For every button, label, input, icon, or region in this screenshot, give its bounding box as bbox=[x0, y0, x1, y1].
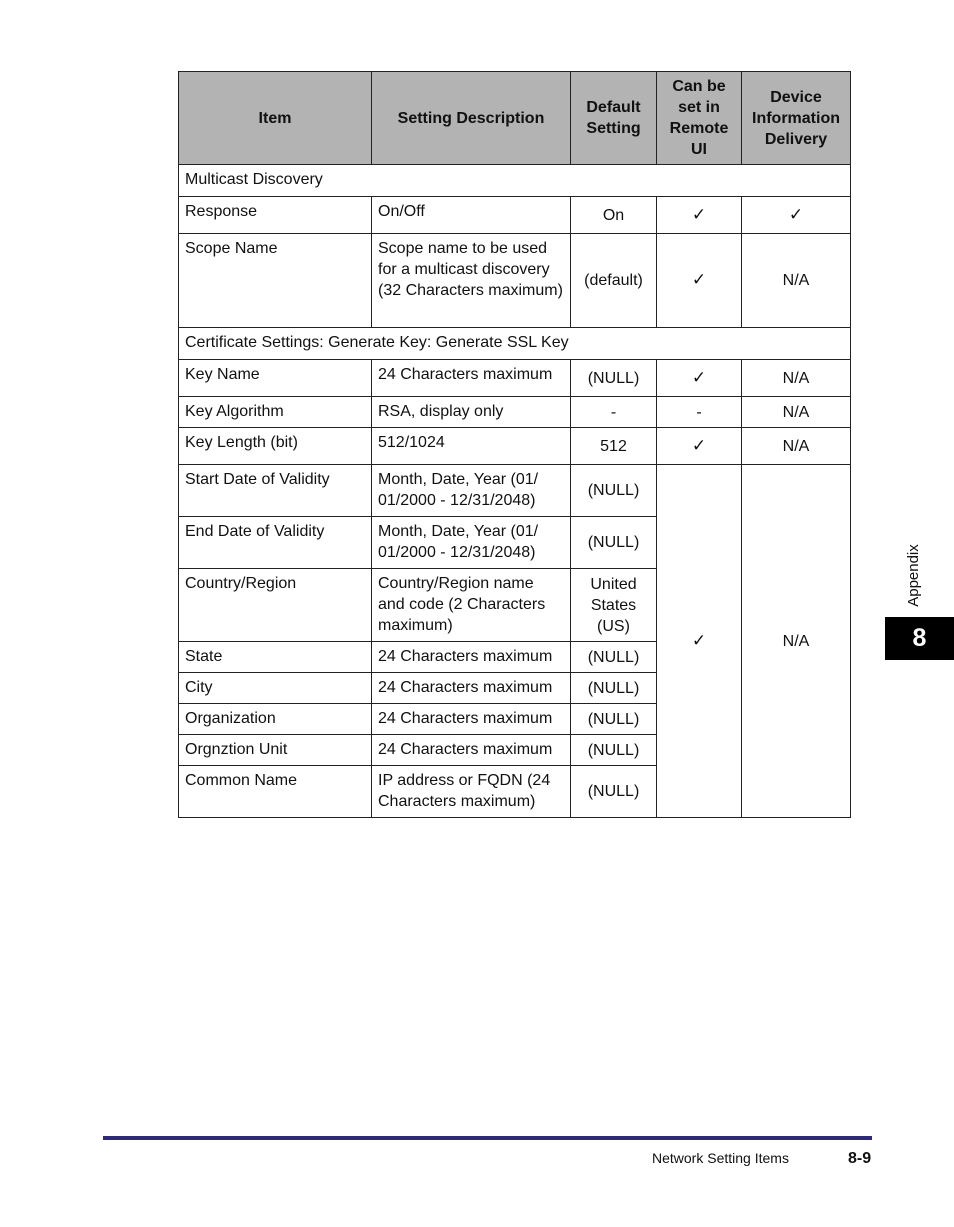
cell-default: (NULL) bbox=[571, 465, 657, 517]
cell-description: Country/Region name and code (2 Characters maximum) bbox=[372, 569, 571, 642]
section-certificate: Certificate Settings: Generate Key: Generate SSL Key bbox=[179, 328, 851, 360]
side-tab-text: Appendix bbox=[904, 543, 922, 607]
cell-default: (default) bbox=[571, 234, 657, 328]
cell-item: Response bbox=[179, 197, 372, 234]
table-row bbox=[179, 397, 851, 428]
cell-remote: - bbox=[657, 397, 742, 428]
cell-default: (NULL) bbox=[571, 517, 657, 569]
check-icon: ✓ bbox=[742, 197, 851, 234]
cell-default: (NULL) bbox=[571, 704, 657, 735]
cell-description: Month, Date, Year (01/ 01/2000 - 12/31/2048) bbox=[372, 465, 571, 517]
footer-rule bbox=[103, 1136, 872, 1140]
cell-default: United States (US) bbox=[571, 569, 657, 642]
cell-item: Common Name bbox=[179, 766, 372, 818]
chapter-tab: 8 bbox=[885, 617, 954, 660]
cell-item: End Date of Validity bbox=[179, 517, 372, 569]
cell-item: Key Name bbox=[179, 360, 372, 397]
cell-description: IP address or FQDN (24 Characters maximum) bbox=[372, 766, 571, 818]
header-remote: Can be set in Remote UI bbox=[657, 72, 742, 165]
cell-item: Start Date of Validity bbox=[179, 465, 372, 517]
section-row bbox=[179, 328, 851, 360]
side-tab-label bbox=[898, 537, 928, 613]
check-icon: ✓ bbox=[657, 197, 742, 234]
cell-delivery: N/A bbox=[742, 234, 851, 328]
table-row bbox=[179, 197, 851, 234]
cell-delivery: N/A bbox=[742, 397, 851, 428]
cell-default: - bbox=[571, 397, 657, 428]
header-row bbox=[179, 72, 851, 165]
cell-description: 24 Characters maximum bbox=[372, 673, 571, 704]
cell-default: (NULL) bbox=[571, 360, 657, 397]
table-row bbox=[179, 428, 851, 465]
cell-item: Orgnztion Unit bbox=[179, 735, 372, 766]
cell-default: (NULL) bbox=[571, 673, 657, 704]
cell-delivery: N/A bbox=[742, 360, 851, 397]
cell-item: Key Length (bit) bbox=[179, 428, 372, 465]
table-row bbox=[179, 360, 851, 397]
check-icon: ✓ bbox=[657, 428, 742, 465]
cell-description: 24 Characters maximum bbox=[372, 735, 571, 766]
check-icon: ✓ bbox=[657, 465, 742, 818]
cell-default: 512 bbox=[571, 428, 657, 465]
cell-description: RSA, display only bbox=[372, 397, 571, 428]
check-icon: ✓ bbox=[657, 234, 742, 328]
cell-default: On bbox=[571, 197, 657, 234]
cell-description: 24 Characters maximum bbox=[372, 642, 571, 673]
check-icon: ✓ bbox=[657, 360, 742, 397]
cell-item: City bbox=[179, 673, 372, 704]
cell-item: Scope Name bbox=[179, 234, 372, 328]
table-row bbox=[179, 465, 851, 517]
cell-default: (NULL) bbox=[571, 735, 657, 766]
header-default: Default Setting bbox=[571, 72, 657, 165]
cell-description: Scope name to be used for a multicast discovery (32 Characters maximum) bbox=[372, 234, 571, 328]
settings-table bbox=[178, 71, 851, 818]
table-row bbox=[179, 234, 851, 328]
header-delivery: Device Information Delivery bbox=[742, 72, 851, 165]
cell-description: 512/1024 bbox=[372, 428, 571, 465]
footer-page-number: 8-9 bbox=[848, 1150, 872, 1167]
header-item: Item bbox=[179, 72, 372, 165]
cell-description: Month, Date, Year (01/ 01/2000 - 12/31/2048) bbox=[372, 517, 571, 569]
footer-section-title: Network Setting Items bbox=[652, 1150, 789, 1166]
cell-description: 24 Characters maximum bbox=[372, 360, 571, 397]
section-row bbox=[179, 165, 851, 197]
cell-item: State bbox=[179, 642, 372, 673]
section-multicast: Multicast Discovery bbox=[179, 165, 851, 197]
cell-item: Key Algorithm bbox=[179, 397, 372, 428]
cell-item: Organization bbox=[179, 704, 372, 735]
header-description: Setting Description bbox=[372, 72, 571, 165]
cell-delivery: N/A bbox=[742, 465, 851, 818]
cell-default: (NULL) bbox=[571, 766, 657, 818]
cell-item: Country/Region bbox=[179, 569, 372, 642]
cell-delivery: N/A bbox=[742, 428, 851, 465]
cell-description: 24 Characters maximum bbox=[372, 704, 571, 735]
cell-default: (NULL) bbox=[571, 642, 657, 673]
cell-description: On/Off bbox=[372, 197, 571, 234]
